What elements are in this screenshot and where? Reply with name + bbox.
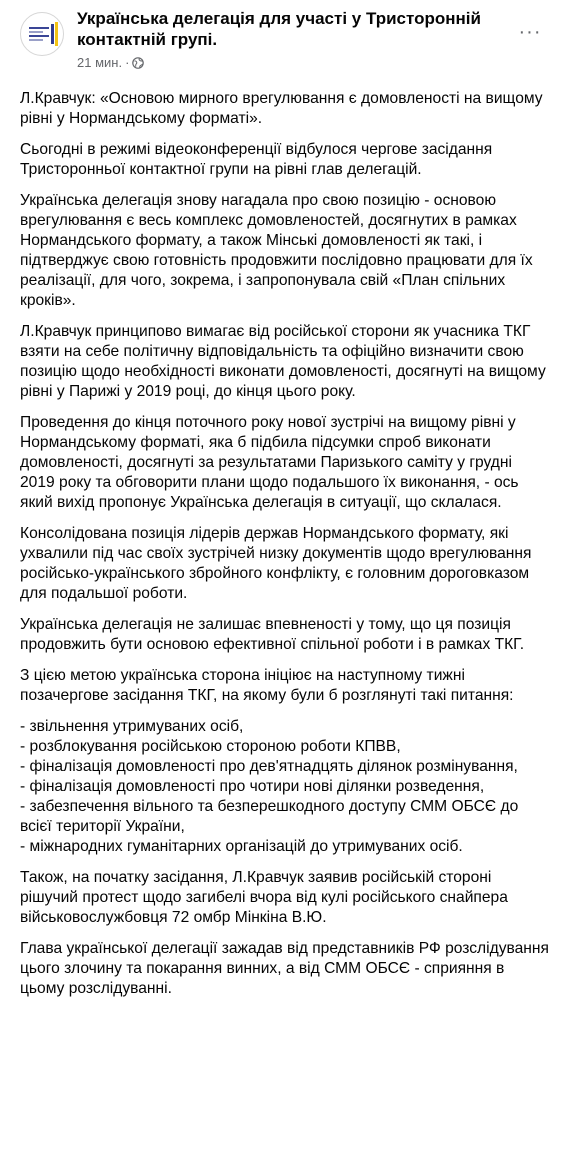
post-meta [77,55,144,71]
paragraph-1: Л.Кравчук: «Основою мирного врегулювання є домовленості на вищому рівні у Нормандському форматі». [20,90,543,127]
list-item: - забезпечення вільного та безперешкодного доступу СММ ОБСЄ до всієї території України, [20,798,519,835]
paragraph-7: Українська делегація не залишає впевненості у тому, що ця позиція продовжить бути основою ефективної спільної роботи і в рамках ТКГ. [20,616,525,653]
list-item: - міжнародних гуманітарних організацій до утримуваних осіб. [20,838,463,855]
list-item: - фіналізація домовленості про дев'ятнадцять ділянок розмінування, [20,758,518,775]
meta-separator: · [125,55,130,70]
paragraph-4: Л.Кравчук принципово вимагає від російської сторони як учасника ТКГ взяти на себе політичну відповідальність та офіційно визначити свою позицію щодо необхідності виконати домовленості, досягнуті на вищому рівні у Парижі у 2019 році, до кінця цього року. [20,323,546,400]
paragraph-3: Українська делегація знову нагадала про свою позицію - основою врегулювання є весь комплекс домовленостей, досягнутих в рамках Нормандського формату, а також Мінські домовленості як такі, і підтверджує свою готовність продовжити послідовно працювати для їх реалізації, для чого, зокрема, і запропонувала свій «План спільних кроків». [20,192,533,309]
avatar-logo-blue-bar [51,24,54,44]
globe-icon[interactable] [132,57,144,69]
paragraph-9: Також, на початку засідання, Л.Кравчук заявив російській стороні рішучий протест щодо загибелі вчора від кулі російського снайпера військовослужбовця 72 омбр Мінкіна В.Ю. [20,869,508,926]
page-name-link[interactable]: Українська делегація для участі у Тристоронній контактній групі. [77,9,481,49]
avatar-logo-lines [29,27,49,43]
paragraph-8: З цією метою українська сторона ініціює на наступному тижні позачергове засідання ТКГ, на якому були б розглянуті такі питання: [20,667,514,704]
post-header [20,6,550,76]
list-item: - звільнення утримуваних осіб, [20,718,244,735]
paragraph-10: Глава української делегації зажадав від представників РФ розслідування цього злочину та покарання винних, а від СММ ОБСЄ - сприяння в цьому розслідуванні. [20,940,549,997]
post-body [20,89,550,1010]
list-item: - фіналізація домовленості про чотири нові ділянки розведення, [20,778,485,795]
paragraph-5: Проведення до кінця поточного року нової зустрічі на вищому рівні у Нормандському форматі, яка б підбила підсумки спроб виконати домовленості, досягнуті за результатами Паризького саміту у грудні 2019 року та обговорити плани щодо подальшого їх виконання, - ось який вихід пропонує Українська делегація в ситуації, що склалася. [20,414,519,511]
page-avatar[interactable] [20,12,64,56]
more-dots-icon[interactable]: ··· [518,21,542,43]
post-timestamp[interactable]: 21 мин. [77,55,123,70]
list-item: - розблокування російською стороною роботи КПВВ, [20,738,401,755]
issues-list [20,717,550,857]
avatar-logo-yellow-bar [55,22,58,46]
paragraph-6: Консолідована позиція лідерів держав Нормандського формату, які ухвалили під час своїх зустрічей низку документів щодо врегулювання російсько-українського збройного конфлікту, є головним дороговказом для подальшої роботи. [20,525,532,602]
paragraph-2: Сьогодні в режимі відеоконференції відбулося чергове засідання Тристоронньої контактної групи на рівні глав делегацій. [20,141,493,178]
